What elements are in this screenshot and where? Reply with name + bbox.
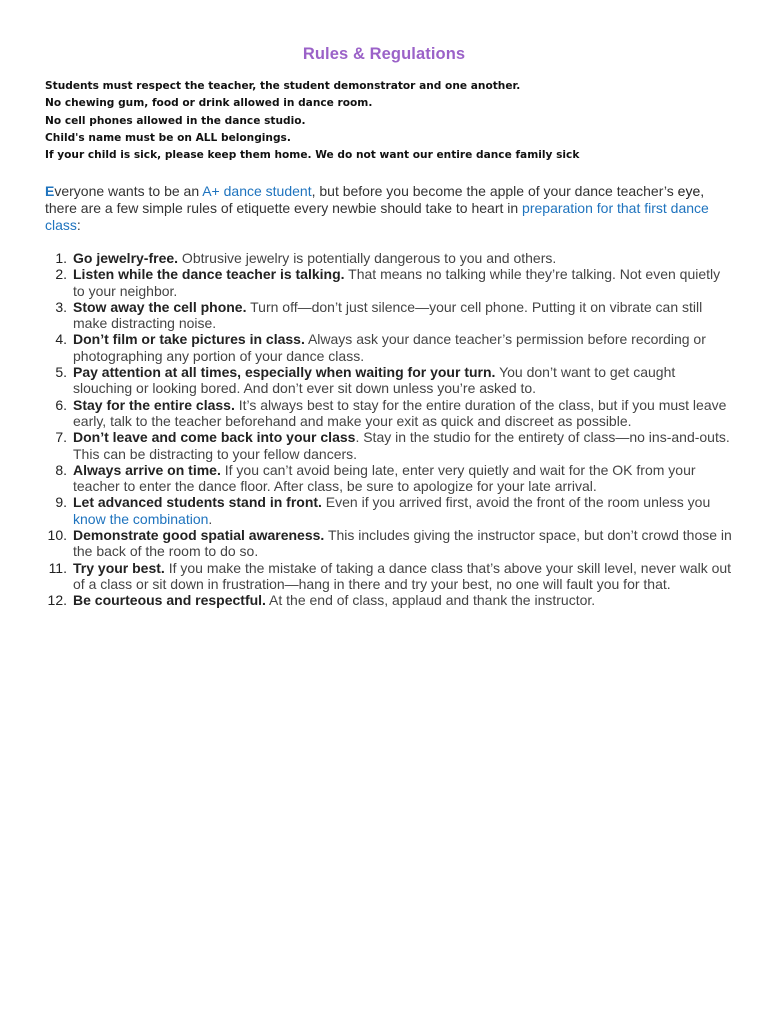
list-item: [45, 494, 735, 527]
item-text: If you can’t avoid being late, enter very quietly and wait for the OK from your teacher to enter the dance floor. After class, be sure to apologize for your late arrival.: [73, 461, 696, 495]
item-text: Even if you arrived first, avoid the front of the room unless you: [321, 494, 711, 511]
list-item: [45, 462, 735, 495]
item-text: . Stay in the studio for the entirety of class—no ins-and-outs. This can be distracting to your fellow dancers.: [73, 429, 730, 462]
item-lead: Don’t film or take pictures in class.: [73, 331, 305, 348]
item-number: 11.: [48, 559, 67, 576]
item-number: 9.: [55, 494, 67, 511]
item-text: If you make the mistake of taking a dance class that’s above your skill level, never walk out of a class or sit down in frustration—hang in there and try your best, no one will fault you for that.: [73, 559, 732, 592]
page-title: Rules & Regulations: [302, 45, 466, 63]
item-text: Obtrusive jewelry is potentially dangerous to you and others.: [178, 250, 557, 266]
item-text: That means no talking while they’re talking. Not even quietly to your neighbor.: [73, 266, 721, 299]
list-item: [45, 250, 735, 266]
intro-paragraph: [45, 183, 735, 234]
know-combination-link[interactable]: know the combination: [73, 510, 209, 527]
rule-line: Students must respect the teacher, the student demonstrator and one another.: [45, 80, 521, 92]
dance-student-link[interactable]: A+ dance student: [202, 183, 312, 199]
item-lead: Stay for the entire class.: [73, 396, 235, 413]
item-text: It’s always best to stay for the entire duration of the class, but if you must leave early, talk to the teacher beforehand and make your exit as quick and discreet as possible.: [73, 396, 727, 429]
list-item: [45, 299, 735, 332]
item-number: 4.: [55, 331, 67, 348]
item-lead: Always arrive on time.: [73, 461, 221, 478]
item-lead: Demonstrate good spatial awareness.: [73, 527, 325, 544]
rules-list: [45, 78, 745, 164]
rule-line: If your child is sick, please keep them home. We do not want our entire dance family sick: [45, 149, 580, 162]
intro-text: , but before you become the apple of your dance teacher’s: [311, 183, 678, 199]
drop-cap: E: [45, 183, 55, 199]
list-item: [45, 560, 735, 593]
list-item: [45, 364, 735, 397]
item-lead: Stow away the cell phone.: [73, 298, 247, 315]
item-number: 10.: [47, 527, 67, 544]
list-item: [45, 429, 735, 462]
preparation-link[interactable]: preparation for that first dance class: [45, 200, 709, 233]
item-lead: Go jewelry-free.: [73, 250, 179, 266]
intro-strong: eye,: [677, 183, 705, 199]
item-number: 7.: [55, 429, 67, 446]
item-lead: Be courteous and respectful.: [73, 592, 266, 609]
item-text: Always ask your dance teacher’s permission before recording or photographing any portion of your dance class.: [73, 331, 706, 364]
etiquette-list: [45, 250, 735, 609]
item-text: Turn off—don’t just silence—your cell phone. Putting it on vibrate can still make distracting noise.: [73, 298, 703, 332]
list-item: [45, 266, 735, 299]
item-text: You don’t want to get caught slouching or looking bored. And don’t ever sit down unless you’re asked to.: [73, 364, 676, 397]
item-text: This includes giving the instructor space, but don’t crowd those in the back of the room to do so.: [73, 527, 732, 560]
item-lead: Try your best.: [73, 559, 165, 576]
item-lead: Don’t leave and come back into your class: [73, 429, 356, 446]
rule-line: No chewing gum, food or drink allowed in dance room.: [45, 97, 373, 110]
intro-text: veryone wants to be an: [54, 183, 203, 199]
item-number: 1.: [55, 250, 67, 266]
list-item: [45, 397, 735, 430]
item-number: 8.: [55, 461, 67, 478]
item-text-tail: .: [208, 510, 213, 527]
item-number: 5.: [55, 364, 67, 381]
list-item: [45, 527, 735, 560]
intro-text: there are a few simple rules of etiquette every newbie should take to heart in: [45, 200, 523, 216]
list-item: [45, 592, 735, 608]
rule-line: No cell phones allowed in the dance studio.: [45, 114, 306, 127]
item-text: At the end of class, applaud and thank the instructor.: [265, 592, 596, 609]
item-number: 6.: [55, 396, 67, 413]
item-number: 12.: [47, 592, 67, 609]
list-item: [45, 331, 735, 364]
item-lead: Let advanced students stand in front.: [73, 494, 322, 511]
item-number: 2.: [55, 266, 67, 283]
item-number: 3.: [55, 298, 67, 315]
rule-line: Child's name must be on ALL belongings.: [45, 131, 291, 144]
intro-text: :: [76, 217, 81, 233]
item-lead: Pay attention at all times, especially when waiting for your turn.: [73, 364, 496, 381]
item-lead: Listen while the dance teacher is talking.: [73, 266, 345, 283]
